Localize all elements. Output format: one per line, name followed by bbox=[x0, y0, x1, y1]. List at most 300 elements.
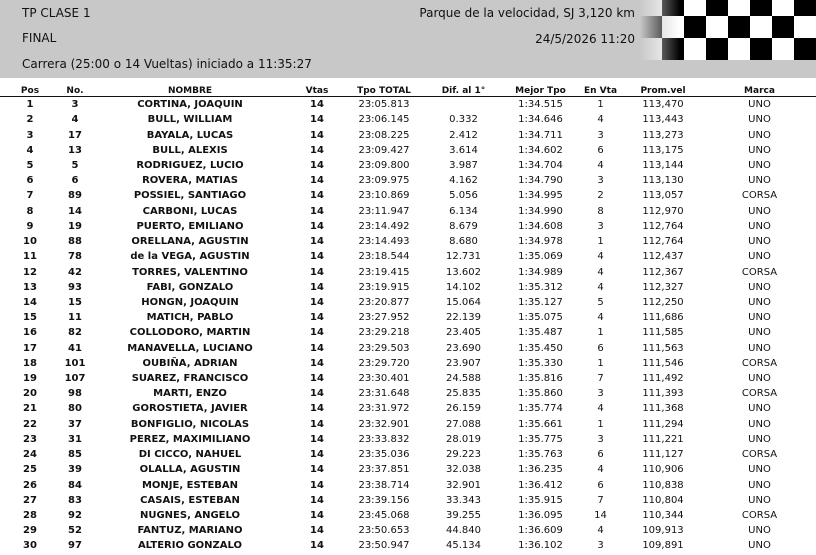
table-row bbox=[0, 462, 816, 477]
driver-name-cell: NUGNES, ANGELO bbox=[139, 510, 241, 522]
number-cell: 13 bbox=[68, 144, 82, 156]
best-lap-cell: 1:34.790 bbox=[518, 175, 563, 187]
table-row bbox=[0, 523, 816, 538]
driver-name-cell: FANTUZ, MARIANO bbox=[137, 525, 243, 537]
avg-speed-cell: 113,273 bbox=[642, 129, 684, 141]
number-cell: 78 bbox=[68, 251, 82, 263]
best-lap-number-cell: 1 bbox=[597, 236, 604, 248]
table-row bbox=[0, 417, 816, 432]
best-lap-number-cell: 7 bbox=[597, 373, 604, 385]
avg-speed-cell: 111,585 bbox=[642, 327, 684, 339]
gap-cell: 4.162 bbox=[449, 175, 478, 187]
driver-name-cell: COLLODORO, MARTIN bbox=[129, 327, 251, 339]
total-time-cell: 23:20.877 bbox=[358, 296, 410, 308]
pos-cell: 27 bbox=[23, 494, 37, 506]
category-title: TP CLASE 1 bbox=[22, 6, 91, 20]
table-row bbox=[0, 538, 816, 553]
avg-speed-cell: 109,891 bbox=[642, 540, 684, 552]
number-cell: 107 bbox=[64, 373, 86, 385]
best-lap-number-cell: 5 bbox=[597, 296, 604, 308]
laps-cell: 14 bbox=[310, 510, 324, 522]
pos-cell: 8 bbox=[26, 205, 34, 217]
best-lap-cell: 1:36.095 bbox=[518, 510, 563, 522]
avg-speed-cell: 110,838 bbox=[642, 479, 684, 491]
total-time-cell: 23:39.156 bbox=[358, 494, 410, 506]
table-row bbox=[0, 173, 816, 188]
laps-cell: 14 bbox=[310, 479, 324, 491]
total-time-cell: 23:37.851 bbox=[358, 464, 410, 476]
brand-cell: CORSA bbox=[741, 190, 778, 202]
laps-cell: 14 bbox=[310, 525, 324, 537]
avg-speed-cell: 111,563 bbox=[642, 342, 684, 354]
number-cell: 85 bbox=[68, 449, 82, 461]
laps-cell: 14 bbox=[310, 540, 324, 552]
table-row bbox=[0, 112, 816, 127]
number-cell: 42 bbox=[68, 266, 82, 278]
driver-name-cell: HONGN, JOAQUIN bbox=[141, 296, 239, 308]
driver-name-cell: MANAVELLA, LUCIANO bbox=[127, 342, 253, 354]
total-time-cell: 23:10.869 bbox=[358, 190, 410, 202]
laps-cell: 14 bbox=[310, 220, 324, 232]
best-lap-number-cell: 4 bbox=[597, 464, 604, 476]
laps-cell: 14 bbox=[310, 190, 324, 202]
pos-cell: 17 bbox=[23, 342, 37, 354]
table-row bbox=[0, 219, 816, 234]
best-lap-number-cell: 3 bbox=[597, 129, 604, 141]
best-lap-number-cell: 4 bbox=[597, 312, 604, 324]
best-lap-number-cell: 4 bbox=[597, 266, 604, 278]
driver-name-cell: BONFIGLIO, NICOLAS bbox=[130, 418, 250, 430]
gap-cell: 12.731 bbox=[446, 251, 481, 263]
best-lap-cell: 1:35.330 bbox=[518, 357, 563, 369]
avg-speed-cell: 111,221 bbox=[642, 433, 684, 445]
best-lap-cell: 1:34.646 bbox=[518, 114, 563, 126]
number-cell: 98 bbox=[68, 388, 82, 400]
brand-cell: UNO bbox=[748, 312, 771, 324]
table-row bbox=[0, 127, 816, 142]
best-lap-cell: 1:35.661 bbox=[518, 418, 563, 430]
number-cell: 31 bbox=[68, 433, 82, 445]
gap-cell: 3.987 bbox=[449, 159, 478, 171]
gap-cell: 23.405 bbox=[446, 327, 481, 339]
laps-cell: 14 bbox=[310, 114, 324, 126]
driver-name-cell: ALTERIO GONZALO bbox=[137, 540, 243, 552]
laps-cell: 14 bbox=[310, 494, 324, 506]
driver-name-cell: GOROSTIETA, JAVIER bbox=[132, 403, 248, 415]
best-lap-cell: 1:36.609 bbox=[518, 525, 563, 537]
report-header bbox=[0, 0, 816, 78]
table-row bbox=[0, 280, 816, 295]
table-row bbox=[0, 432, 816, 447]
best-lap-cell: 1:35.860 bbox=[518, 388, 563, 400]
avg-speed-cell: 110,804 bbox=[642, 494, 684, 506]
table-row bbox=[0, 341, 816, 356]
gap-cell: 25.835 bbox=[446, 388, 481, 400]
brand-cell: UNO bbox=[748, 114, 771, 126]
driver-name-cell: CORTINA, JOAQUIN bbox=[137, 99, 243, 111]
pos-cell: 29 bbox=[23, 525, 37, 537]
brand-cell: UNO bbox=[748, 129, 771, 141]
best-lap-cell: 1:35.775 bbox=[518, 433, 563, 445]
total-time-cell: 23:11.947 bbox=[358, 205, 410, 217]
pos-cell: 10 bbox=[23, 236, 37, 248]
pos-cell: 18 bbox=[23, 357, 37, 369]
date-time-label: 24/5/2026 11:20 bbox=[535, 32, 635, 46]
gap-cell: 29.223 bbox=[446, 449, 481, 461]
best-lap-cell: 1:34.995 bbox=[518, 190, 563, 202]
laps-cell: 14 bbox=[310, 449, 324, 461]
driver-name-cell: FABI, GONZALO bbox=[146, 281, 234, 293]
total-time-cell: 23:14.493 bbox=[358, 236, 410, 248]
pos-cell: 23 bbox=[23, 433, 37, 445]
brand-cell: UNO bbox=[748, 433, 771, 445]
avg-speed-cell: 112,327 bbox=[642, 281, 684, 293]
avg-speed-cell: 111,368 bbox=[642, 403, 684, 415]
pos-cell: 19 bbox=[23, 373, 37, 385]
laps-cell: 14 bbox=[310, 251, 324, 263]
number-cell: 11 bbox=[68, 312, 82, 324]
best-lap-number-cell: 4 bbox=[597, 525, 604, 537]
laps-cell: 14 bbox=[310, 357, 324, 369]
gap-cell: 8.679 bbox=[449, 220, 478, 232]
best-lap-number-cell: 4 bbox=[597, 281, 604, 293]
avg-speed-cell: 113,470 bbox=[642, 99, 684, 111]
driver-name-cell: de la VEGA, AGUSTIN bbox=[130, 251, 250, 263]
gap-cell bbox=[424, 97, 503, 113]
best-lap-number-cell: 6 bbox=[597, 449, 604, 461]
gap-cell: 24.588 bbox=[446, 373, 481, 385]
race-info: Carrera (25:00 o 14 Vueltas) iniciado a 11:35:27 bbox=[22, 57, 312, 71]
driver-name-cell: ORELLANA, AGUSTIN bbox=[131, 236, 249, 248]
col-speed-header: Prom.vel bbox=[623, 85, 703, 97]
gap-cell: 15.064 bbox=[446, 296, 481, 308]
number-cell: 37 bbox=[68, 418, 82, 430]
pos-cell: 12 bbox=[23, 266, 37, 278]
avg-speed-cell: 113,144 bbox=[642, 159, 684, 171]
pos-cell: 4 bbox=[26, 144, 34, 156]
number-cell: 82 bbox=[68, 327, 82, 339]
brand-cell: UNO bbox=[748, 373, 771, 385]
number-cell: 88 bbox=[68, 236, 82, 248]
table-row bbox=[0, 249, 816, 264]
driver-name-cell: BULL, ALEXIS bbox=[152, 144, 228, 156]
pos-cell: 13 bbox=[23, 281, 37, 293]
flag-fade bbox=[640, 0, 680, 60]
gap-cell: 23.690 bbox=[446, 342, 481, 354]
total-time-cell: 23:38.714 bbox=[358, 479, 410, 491]
number-cell: 39 bbox=[68, 464, 82, 476]
best-lap-cell: 1:34.711 bbox=[518, 129, 563, 141]
col-total-header: Tpo TOTAL bbox=[344, 85, 424, 97]
col-best-header: Mejor Tpo bbox=[503, 85, 578, 97]
total-time-cell: 23:30.401 bbox=[358, 373, 410, 385]
total-time-cell: 23:50.947 bbox=[358, 540, 410, 552]
table-row bbox=[0, 158, 816, 173]
avg-speed-cell: 113,175 bbox=[642, 144, 684, 156]
table-header-row bbox=[0, 85, 816, 97]
brand-cell: UNO bbox=[748, 251, 771, 263]
table-row bbox=[0, 234, 816, 249]
checkered-flag-icon bbox=[640, 0, 816, 60]
driver-name-cell: TORRES, VALENTINO bbox=[132, 266, 248, 278]
total-time-cell: 23:29.218 bbox=[358, 327, 410, 339]
pos-cell: 30 bbox=[23, 540, 37, 552]
total-time-cell: 23:09.800 bbox=[358, 159, 410, 171]
laps-cell: 14 bbox=[310, 236, 324, 248]
best-lap-cell: 1:34.608 bbox=[518, 220, 563, 232]
total-time-cell: 23:08.225 bbox=[358, 129, 410, 141]
total-time-cell: 23:19.415 bbox=[358, 266, 410, 278]
best-lap-cell: 1:34.989 bbox=[518, 266, 563, 278]
driver-name-cell: CASAIS, ESTEBAN bbox=[140, 494, 240, 506]
best-lap-number-cell: 3 bbox=[597, 220, 604, 232]
total-time-cell: 23:18.544 bbox=[358, 251, 410, 263]
brand-cell: UNO bbox=[748, 525, 771, 537]
col-lap-header: En Vta bbox=[578, 85, 623, 97]
driver-name-cell: DI CICCO, NAHUEL bbox=[138, 449, 242, 461]
brand-cell: UNO bbox=[748, 342, 771, 354]
table-row bbox=[0, 310, 816, 325]
brand-cell: UNO bbox=[748, 479, 771, 491]
best-lap-number-cell: 3 bbox=[597, 175, 604, 187]
pos-cell: 25 bbox=[23, 464, 37, 476]
flag-square bbox=[794, 38, 816, 60]
best-lap-cell: 1:35.069 bbox=[518, 251, 563, 263]
avg-speed-cell: 112,764 bbox=[642, 236, 684, 248]
gap-cell: 6.134 bbox=[449, 205, 478, 217]
best-lap-number-cell: 4 bbox=[597, 159, 604, 171]
number-cell: 92 bbox=[68, 510, 82, 522]
laps-cell: 14 bbox=[310, 205, 324, 217]
best-lap-number-cell: 1 bbox=[597, 418, 604, 430]
table-row bbox=[0, 477, 816, 492]
best-lap-cell: 1:34.602 bbox=[518, 144, 563, 156]
gap-cell: 45.134 bbox=[446, 540, 481, 552]
avg-speed-cell: 111,492 bbox=[642, 373, 684, 385]
avg-speed-cell: 110,906 bbox=[642, 464, 684, 476]
total-time-cell: 23:50.653 bbox=[358, 525, 410, 537]
driver-name-cell: CARBONI, LUCAS bbox=[142, 205, 238, 217]
best-lap-cell: 1:35.763 bbox=[518, 449, 563, 461]
number-cell: 3 bbox=[71, 99, 79, 111]
pos-cell: 22 bbox=[23, 418, 37, 430]
best-lap-cell: 1:35.450 bbox=[518, 342, 563, 354]
gap-cell: 8.680 bbox=[449, 236, 478, 248]
brand-cell: UNO bbox=[748, 220, 771, 232]
best-lap-number-cell: 2 bbox=[597, 190, 604, 202]
best-lap-number-cell: 1 bbox=[597, 357, 604, 369]
table-row bbox=[0, 356, 816, 371]
best-lap-number-cell: 1 bbox=[597, 99, 604, 111]
pos-cell: 5 bbox=[26, 159, 34, 171]
table-row bbox=[0, 188, 816, 203]
brand-cell: CORSA bbox=[741, 266, 778, 278]
avg-speed-cell: 112,764 bbox=[642, 220, 684, 232]
driver-name-cell: MONJE, ESTEBAN bbox=[141, 479, 239, 491]
brand-cell: UNO bbox=[748, 494, 771, 506]
brand-cell: CORSA bbox=[741, 449, 778, 461]
venue-label: Parque de la velocidad, SJ 3,120 km bbox=[419, 6, 635, 20]
laps-cell: 14 bbox=[310, 129, 324, 141]
number-cell: 80 bbox=[68, 403, 82, 415]
best-lap-cell: 1:36.235 bbox=[518, 464, 563, 476]
best-lap-number-cell: 3 bbox=[597, 388, 604, 400]
gap-cell: 23.907 bbox=[446, 357, 481, 369]
table-row bbox=[0, 386, 816, 401]
brand-cell: UNO bbox=[748, 464, 771, 476]
avg-speed-cell: 112,367 bbox=[642, 266, 684, 278]
driver-name-cell: POSSIEL, SANTIAGO bbox=[133, 190, 247, 202]
gap-cell: 44.840 bbox=[446, 525, 481, 537]
number-cell: 15 bbox=[68, 296, 82, 308]
laps-cell: 14 bbox=[310, 403, 324, 415]
laps-cell: 14 bbox=[310, 266, 324, 278]
laps-cell: 14 bbox=[310, 464, 324, 476]
best-lap-number-cell: 4 bbox=[597, 114, 604, 126]
driver-name-cell: OLALLA, AGUSTIN bbox=[139, 464, 241, 476]
pos-cell: 14 bbox=[23, 296, 37, 308]
best-lap-number-cell: 6 bbox=[597, 144, 604, 156]
number-cell: 19 bbox=[68, 220, 82, 232]
brand-cell: UNO bbox=[748, 205, 771, 217]
avg-speed-cell: 112,970 bbox=[642, 205, 684, 217]
number-cell: 5 bbox=[71, 159, 79, 171]
brand-cell: UNO bbox=[748, 281, 771, 293]
col-brand-header: Marca bbox=[703, 85, 816, 97]
avg-speed-cell: 112,437 bbox=[642, 251, 684, 263]
total-time-cell: 23:31.972 bbox=[358, 403, 410, 415]
best-lap-cell: 1:35.127 bbox=[518, 296, 563, 308]
table-row bbox=[0, 508, 816, 523]
laps-cell: 14 bbox=[310, 312, 324, 324]
results-body bbox=[0, 97, 816, 554]
total-time-cell: 23:29.503 bbox=[358, 342, 410, 354]
laps-cell: 14 bbox=[310, 433, 324, 445]
number-cell: 97 bbox=[68, 540, 82, 552]
gap-cell: 33.343 bbox=[446, 494, 481, 506]
best-lap-number-cell: 1 bbox=[597, 327, 604, 339]
avg-speed-cell: 112,250 bbox=[642, 296, 684, 308]
table-row bbox=[0, 204, 816, 219]
total-time-cell: 23:27.952 bbox=[358, 312, 410, 324]
gap-cell: 32.038 bbox=[446, 464, 481, 476]
gap-cell: 28.019 bbox=[446, 433, 481, 445]
table-row bbox=[0, 371, 816, 386]
table-row bbox=[0, 97, 816, 113]
driver-name-cell: ROVERA, MATIAS bbox=[142, 175, 238, 187]
driver-name-cell: PUERTO, EMILIANO bbox=[136, 220, 244, 232]
avg-speed-cell: 111,546 bbox=[642, 357, 684, 369]
best-lap-number-cell: 14 bbox=[594, 510, 607, 522]
table-row bbox=[0, 493, 816, 508]
best-lap-cell: 1:35.487 bbox=[518, 327, 563, 339]
laps-cell: 14 bbox=[310, 388, 324, 400]
results-table bbox=[0, 85, 816, 554]
flag-square bbox=[728, 16, 750, 38]
total-time-cell: 23:19.915 bbox=[358, 281, 410, 293]
number-cell: 17 bbox=[68, 129, 82, 141]
driver-name-cell: PEREZ, MAXIMILIANO bbox=[129, 433, 251, 445]
pos-cell: 28 bbox=[23, 510, 37, 522]
best-lap-number-cell: 4 bbox=[597, 251, 604, 263]
best-lap-cell: 1:34.515 bbox=[518, 99, 563, 111]
best-lap-cell: 1:35.774 bbox=[518, 403, 563, 415]
table-row bbox=[0, 447, 816, 462]
number-cell: 83 bbox=[68, 494, 82, 506]
gap-cell: 26.159 bbox=[446, 403, 481, 415]
number-cell: 52 bbox=[68, 525, 82, 537]
driver-name-cell: RODRIGUEZ, LUCIO bbox=[136, 159, 244, 171]
gap-cell: 2.412 bbox=[449, 129, 478, 141]
gap-cell: 13.602 bbox=[446, 266, 481, 278]
gap-cell: 3.614 bbox=[449, 144, 478, 156]
table-row bbox=[0, 401, 816, 416]
col-laps-header: Vtas bbox=[290, 85, 344, 97]
laps-cell: 14 bbox=[310, 175, 324, 187]
pos-cell: 15 bbox=[23, 312, 37, 324]
gap-cell: 27.088 bbox=[446, 418, 481, 430]
brand-cell: UNO bbox=[748, 144, 771, 156]
table-row bbox=[0, 325, 816, 340]
pos-cell: 3 bbox=[26, 129, 34, 141]
flag-square bbox=[794, 0, 816, 16]
flag-square bbox=[750, 38, 772, 60]
laps-cell: 14 bbox=[310, 99, 324, 111]
col-pos-header: Pos bbox=[0, 85, 60, 97]
number-cell: 101 bbox=[64, 357, 86, 369]
table-row bbox=[0, 264, 816, 279]
total-time-cell: 23:09.427 bbox=[358, 144, 410, 156]
brand-cell: UNO bbox=[748, 175, 771, 187]
best-lap-number-cell: 3 bbox=[597, 433, 604, 445]
total-time-cell: 23:32.901 bbox=[358, 418, 410, 430]
brand-cell: UNO bbox=[748, 403, 771, 415]
total-time-cell: 23:31.648 bbox=[358, 388, 410, 400]
avg-speed-cell: 111,393 bbox=[642, 388, 684, 400]
brand-cell: UNO bbox=[748, 327, 771, 339]
pos-cell: 16 bbox=[23, 327, 37, 339]
best-lap-cell: 1:35.915 bbox=[518, 494, 563, 506]
brand-cell: CORSA bbox=[741, 357, 778, 369]
total-time-cell: 23:14.492 bbox=[358, 220, 410, 232]
laps-cell: 14 bbox=[310, 159, 324, 171]
flag-square bbox=[706, 0, 728, 16]
flag-square bbox=[684, 16, 706, 38]
brand-cell: UNO bbox=[748, 159, 771, 171]
gap-cell: 39.255 bbox=[446, 510, 481, 522]
best-lap-number-cell: 6 bbox=[597, 479, 604, 491]
phase-title: FINAL bbox=[22, 31, 57, 45]
total-time-cell: 23:29.720 bbox=[358, 357, 410, 369]
laps-cell: 14 bbox=[310, 342, 324, 354]
avg-speed-cell: 113,443 bbox=[642, 114, 684, 126]
pos-cell: 26 bbox=[23, 479, 37, 491]
laps-cell: 14 bbox=[310, 373, 324, 385]
best-lap-cell: 1:34.978 bbox=[518, 236, 563, 248]
avg-speed-cell: 111,686 bbox=[642, 312, 684, 324]
gap-cell: 0.332 bbox=[449, 114, 478, 126]
laps-cell: 14 bbox=[310, 144, 324, 156]
best-lap-number-cell: 4 bbox=[597, 403, 604, 415]
pos-cell: 1 bbox=[26, 99, 34, 111]
total-time-cell: 23:35.036 bbox=[358, 449, 410, 461]
number-cell: 84 bbox=[68, 479, 82, 491]
pos-cell: 6 bbox=[26, 175, 34, 187]
best-lap-number-cell: 8 bbox=[597, 205, 604, 217]
avg-speed-cell: 111,294 bbox=[642, 418, 684, 430]
best-lap-cell: 1:36.102 bbox=[518, 540, 563, 552]
best-lap-cell: 1:35.816 bbox=[518, 373, 563, 385]
